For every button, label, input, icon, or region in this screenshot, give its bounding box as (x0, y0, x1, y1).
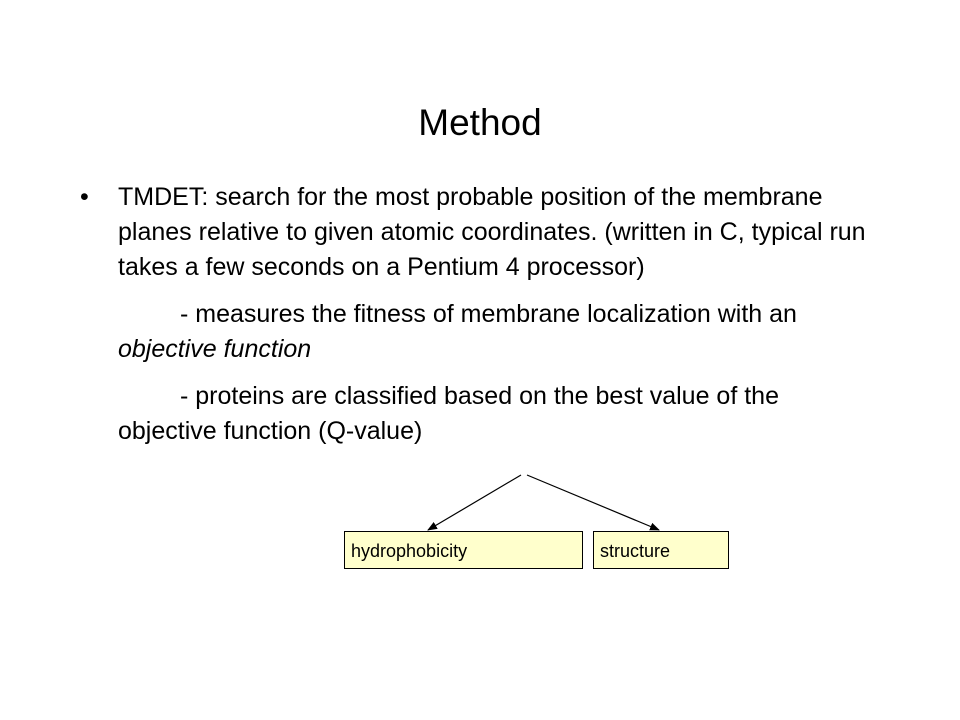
structure-box: structure (593, 531, 729, 569)
bullet-marker: • (80, 183, 89, 211)
arrow-to-hydrophobicity (428, 475, 521, 530)
paragraph-classification-text: - proteins are classified based on the best value of the objective function (Q-value) (118, 382, 779, 445)
objective-function-emphasis: objective function (118, 335, 312, 363)
paragraph-objective-text: - measures the fitness of membrane localization with an (180, 300, 797, 328)
arrow-to-structure (527, 475, 659, 530)
hydrophobicity-box: hydrophobicity (344, 531, 583, 569)
paragraph-tmdet: TMDET: search for the most probable position of the membrane planes relative to given atomic coordinates. (written in C, typical run takes a few seconds on a Pentium 4 processor) (118, 183, 866, 281)
slide-title: Method (418, 102, 542, 143)
